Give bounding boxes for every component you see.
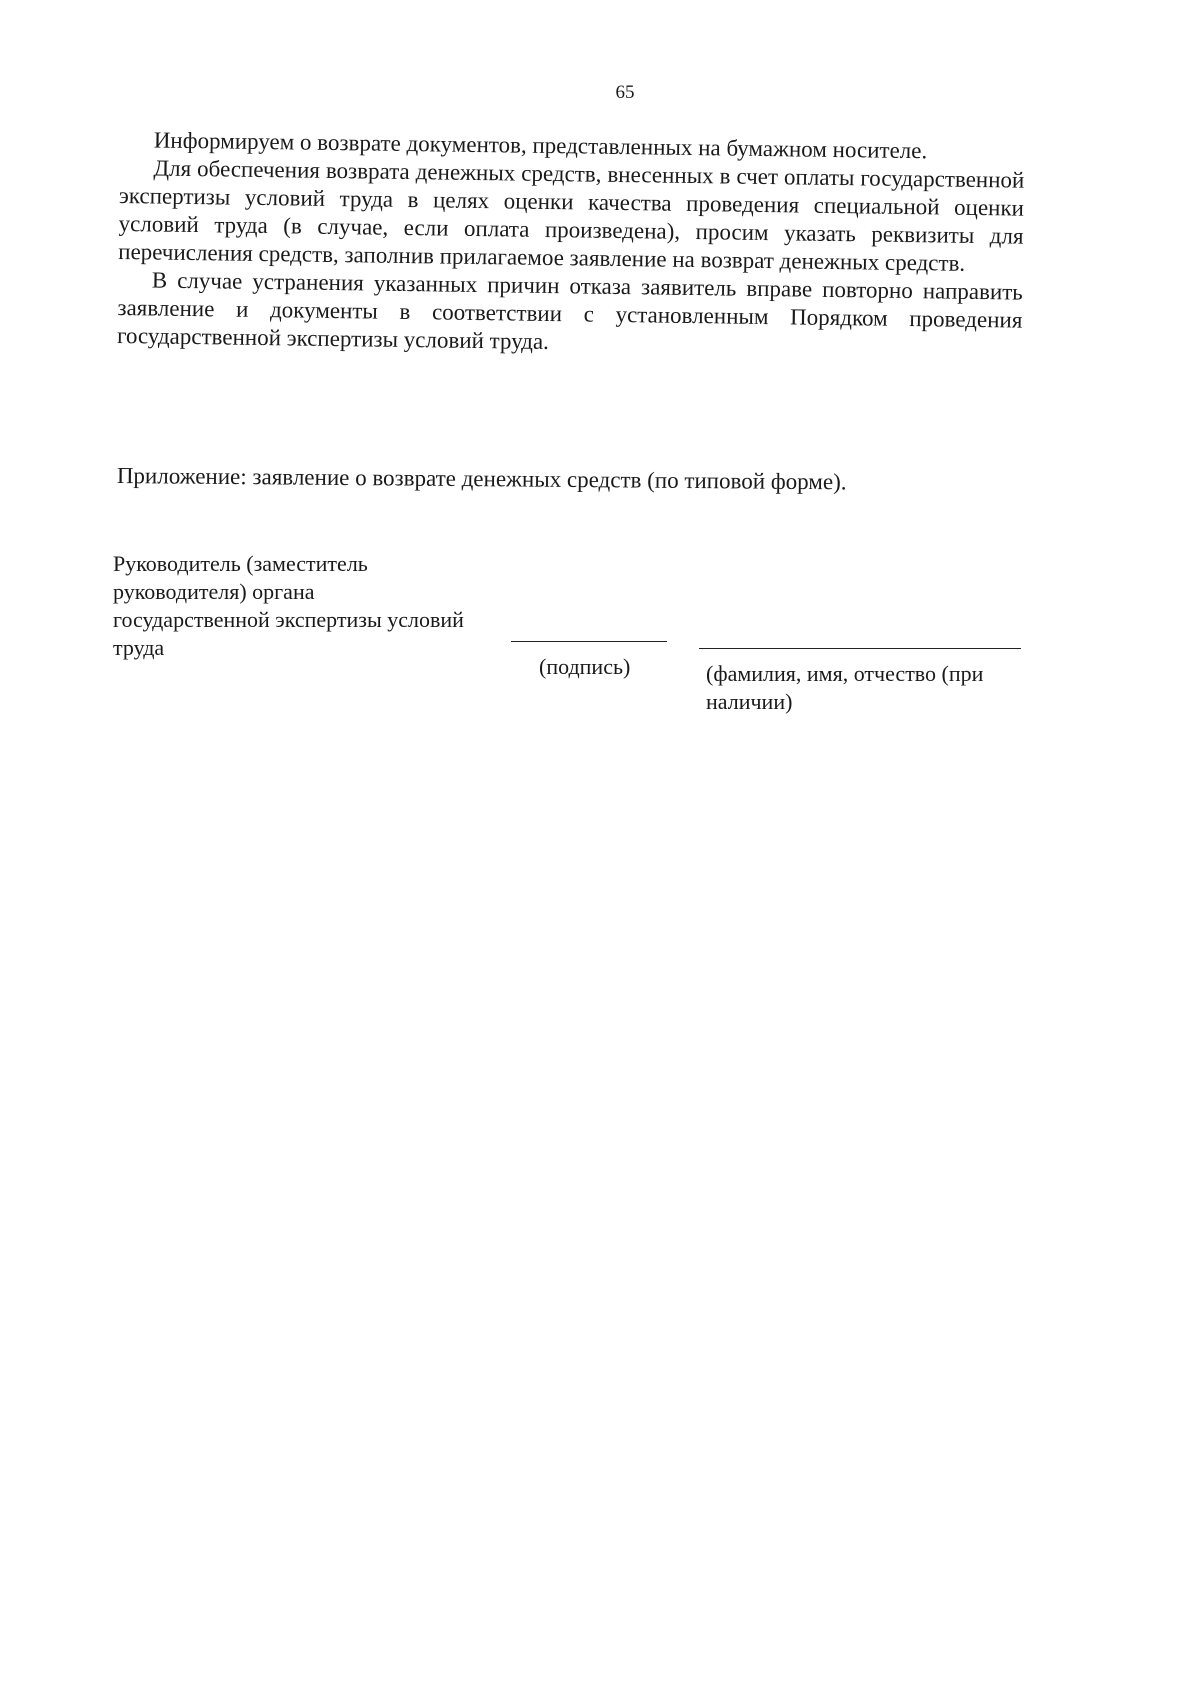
- signer-title: [113, 550, 513, 662]
- signer-title-line: руководителя) органа: [113, 579, 315, 604]
- signer-title-line: государственной экспертизы условий: [113, 607, 464, 632]
- fullname-line: [699, 648, 1021, 649]
- attachment-note: Приложение: заявление о возврате денежных средств (по типовой форме).: [116, 462, 847, 495]
- paragraph-resubmission: В случае устранения указанных причин отказа заявитель вправе повторно направить заявление и документы в соответствии с установленным Порядком проведения государственной экспертизы условий труда.: [116, 267, 1023, 355]
- signer-title-line: труда: [113, 635, 165, 660]
- signature-caption: (подпись): [539, 654, 631, 679]
- signature-line: [511, 641, 667, 642]
- paragraph-return-notice: Информируем о возврате документов, представленных на бумажном носителе.: [153, 127, 928, 164]
- page-number: 65: [615, 82, 635, 103]
- signer-title-line: Руководитель (заместитель: [113, 551, 368, 576]
- fullname-caption: (фамилия, имя, отчество (при наличии): [706, 661, 984, 714]
- signature-block: [113, 550, 1033, 720]
- paragraph-refund-request: Для обеспечения возврата денежных средств, внесенных в счет оплаты государственной экспертизы условий труда в целях оценки качества проведения специальной оценки условий труда (в случае, если оплата произведена), просим указать реквизиты для перечисления средств, заполнив прилагаемое заявление на возврат денежных средств.: [118, 155, 1025, 276]
- body-text: [117, 126, 1025, 363]
